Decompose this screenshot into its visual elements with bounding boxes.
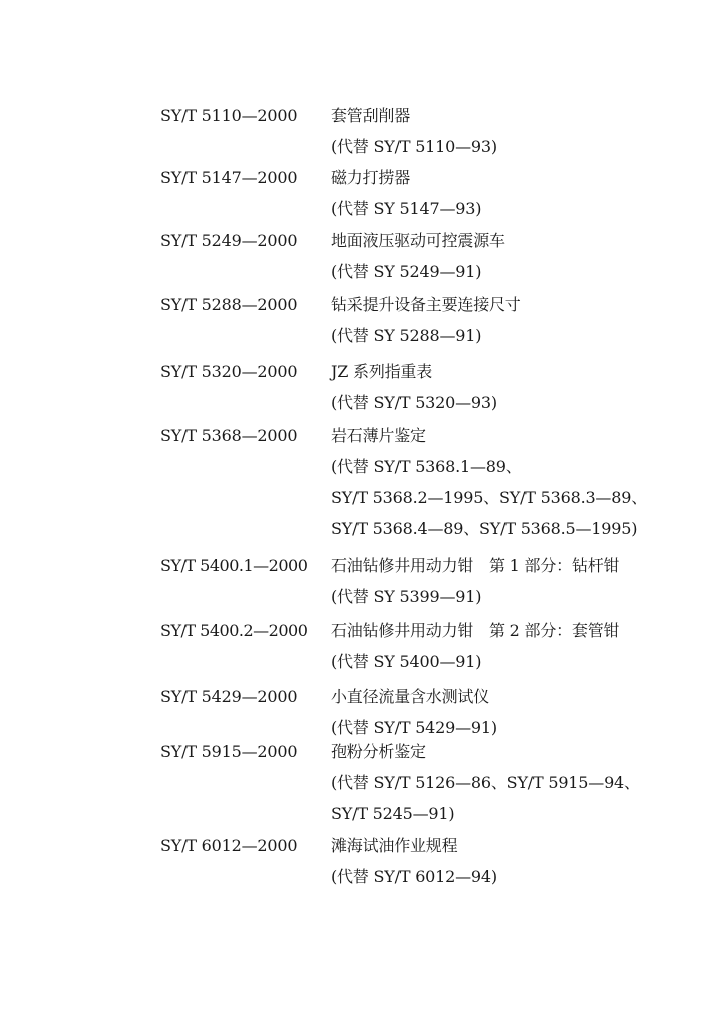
replacement-note: (代替 SY/T 5126—86、SY/T 5915—94、: [331, 773, 640, 792]
standard-code: SY/T 5249—2000: [160, 231, 298, 250]
standard-title: 磁力打捞器: [331, 168, 411, 187]
standard-description: [331, 295, 711, 357]
replacement-note: (代替 SY/T 5368.1—89、: [331, 457, 522, 476]
standard-code: SY/T 5110—2000: [160, 106, 298, 125]
standard-code: SY/T 5147—2000: [160, 168, 298, 187]
standard-description: [331, 556, 711, 618]
replacement-note-continued: SY/T 5368.2—1995、SY/T 5368.3—89、: [331, 488, 647, 507]
replacement-note: (代替 SY/T 5320—93): [331, 393, 497, 412]
standard-title: 孢粉分析鉴定: [331, 742, 426, 761]
replacement-note: (代替 SY/T 6012—94): [331, 867, 497, 886]
standard-description: [331, 106, 711, 168]
standard-title: 岩石薄片鉴定: [331, 426, 426, 445]
standard-description: [331, 426, 711, 550]
standard-description: [331, 168, 711, 230]
standard-code: SY/T 5368—2000: [160, 426, 298, 445]
standard-title: 滩海试油作业规程: [331, 836, 458, 855]
replacement-note: (代替 SY 5288—91): [331, 326, 482, 345]
replacement-note-continued: SY/T 5368.4—89、SY/T 5368.5—1995): [331, 519, 638, 538]
standard-description: [331, 231, 711, 293]
standard-description: [331, 836, 711, 898]
standard-code: SY/T 5400.2—2000: [160, 621, 308, 640]
replacement-note: (代替 SY/T 5110—93): [331, 137, 497, 156]
replacement-note: (代替 SY 5399—91): [331, 587, 482, 606]
standard-title: 石油钻修井用动力钳 第 2 部分：套管钳: [331, 621, 620, 640]
standard-code: SY/T 5288—2000: [160, 295, 298, 314]
replacement-note: (代替 SY/T 5429—91): [331, 718, 497, 737]
standard-title: 钻采提升设备主要连接尺寸: [331, 295, 521, 314]
replacement-note: (代替 SY 5249—91): [331, 262, 482, 281]
standard-code: SY/T 5429—2000: [160, 687, 298, 706]
standard-title: 套管刮削器: [331, 106, 411, 125]
replacement-note: (代替 SY 5400—91): [331, 652, 482, 671]
standard-code: SY/T 5400.1—2000: [160, 556, 308, 575]
standard-description: [331, 687, 711, 749]
standard-description: [331, 621, 711, 683]
replacement-note-continued: SY/T 5245—91): [331, 804, 455, 823]
standard-title: JZ 系列指重表: [331, 362, 433, 381]
standard-description: [331, 362, 711, 424]
standard-title: 小直径流量含水测试仪: [331, 687, 490, 706]
standard-title: 石油钻修井用动力钳 第 1 部分：钻杆钳: [331, 556, 620, 575]
standard-code: SY/T 5915—2000: [160, 742, 298, 761]
standard-title: 地面液压驱动可控震源车: [331, 231, 505, 250]
replacement-note: (代替 SY 5147—93): [331, 199, 482, 218]
standard-code: SY/T 6012—2000: [160, 836, 298, 855]
standard-description: [331, 742, 711, 835]
standard-code: SY/T 5320—2000: [160, 362, 298, 381]
